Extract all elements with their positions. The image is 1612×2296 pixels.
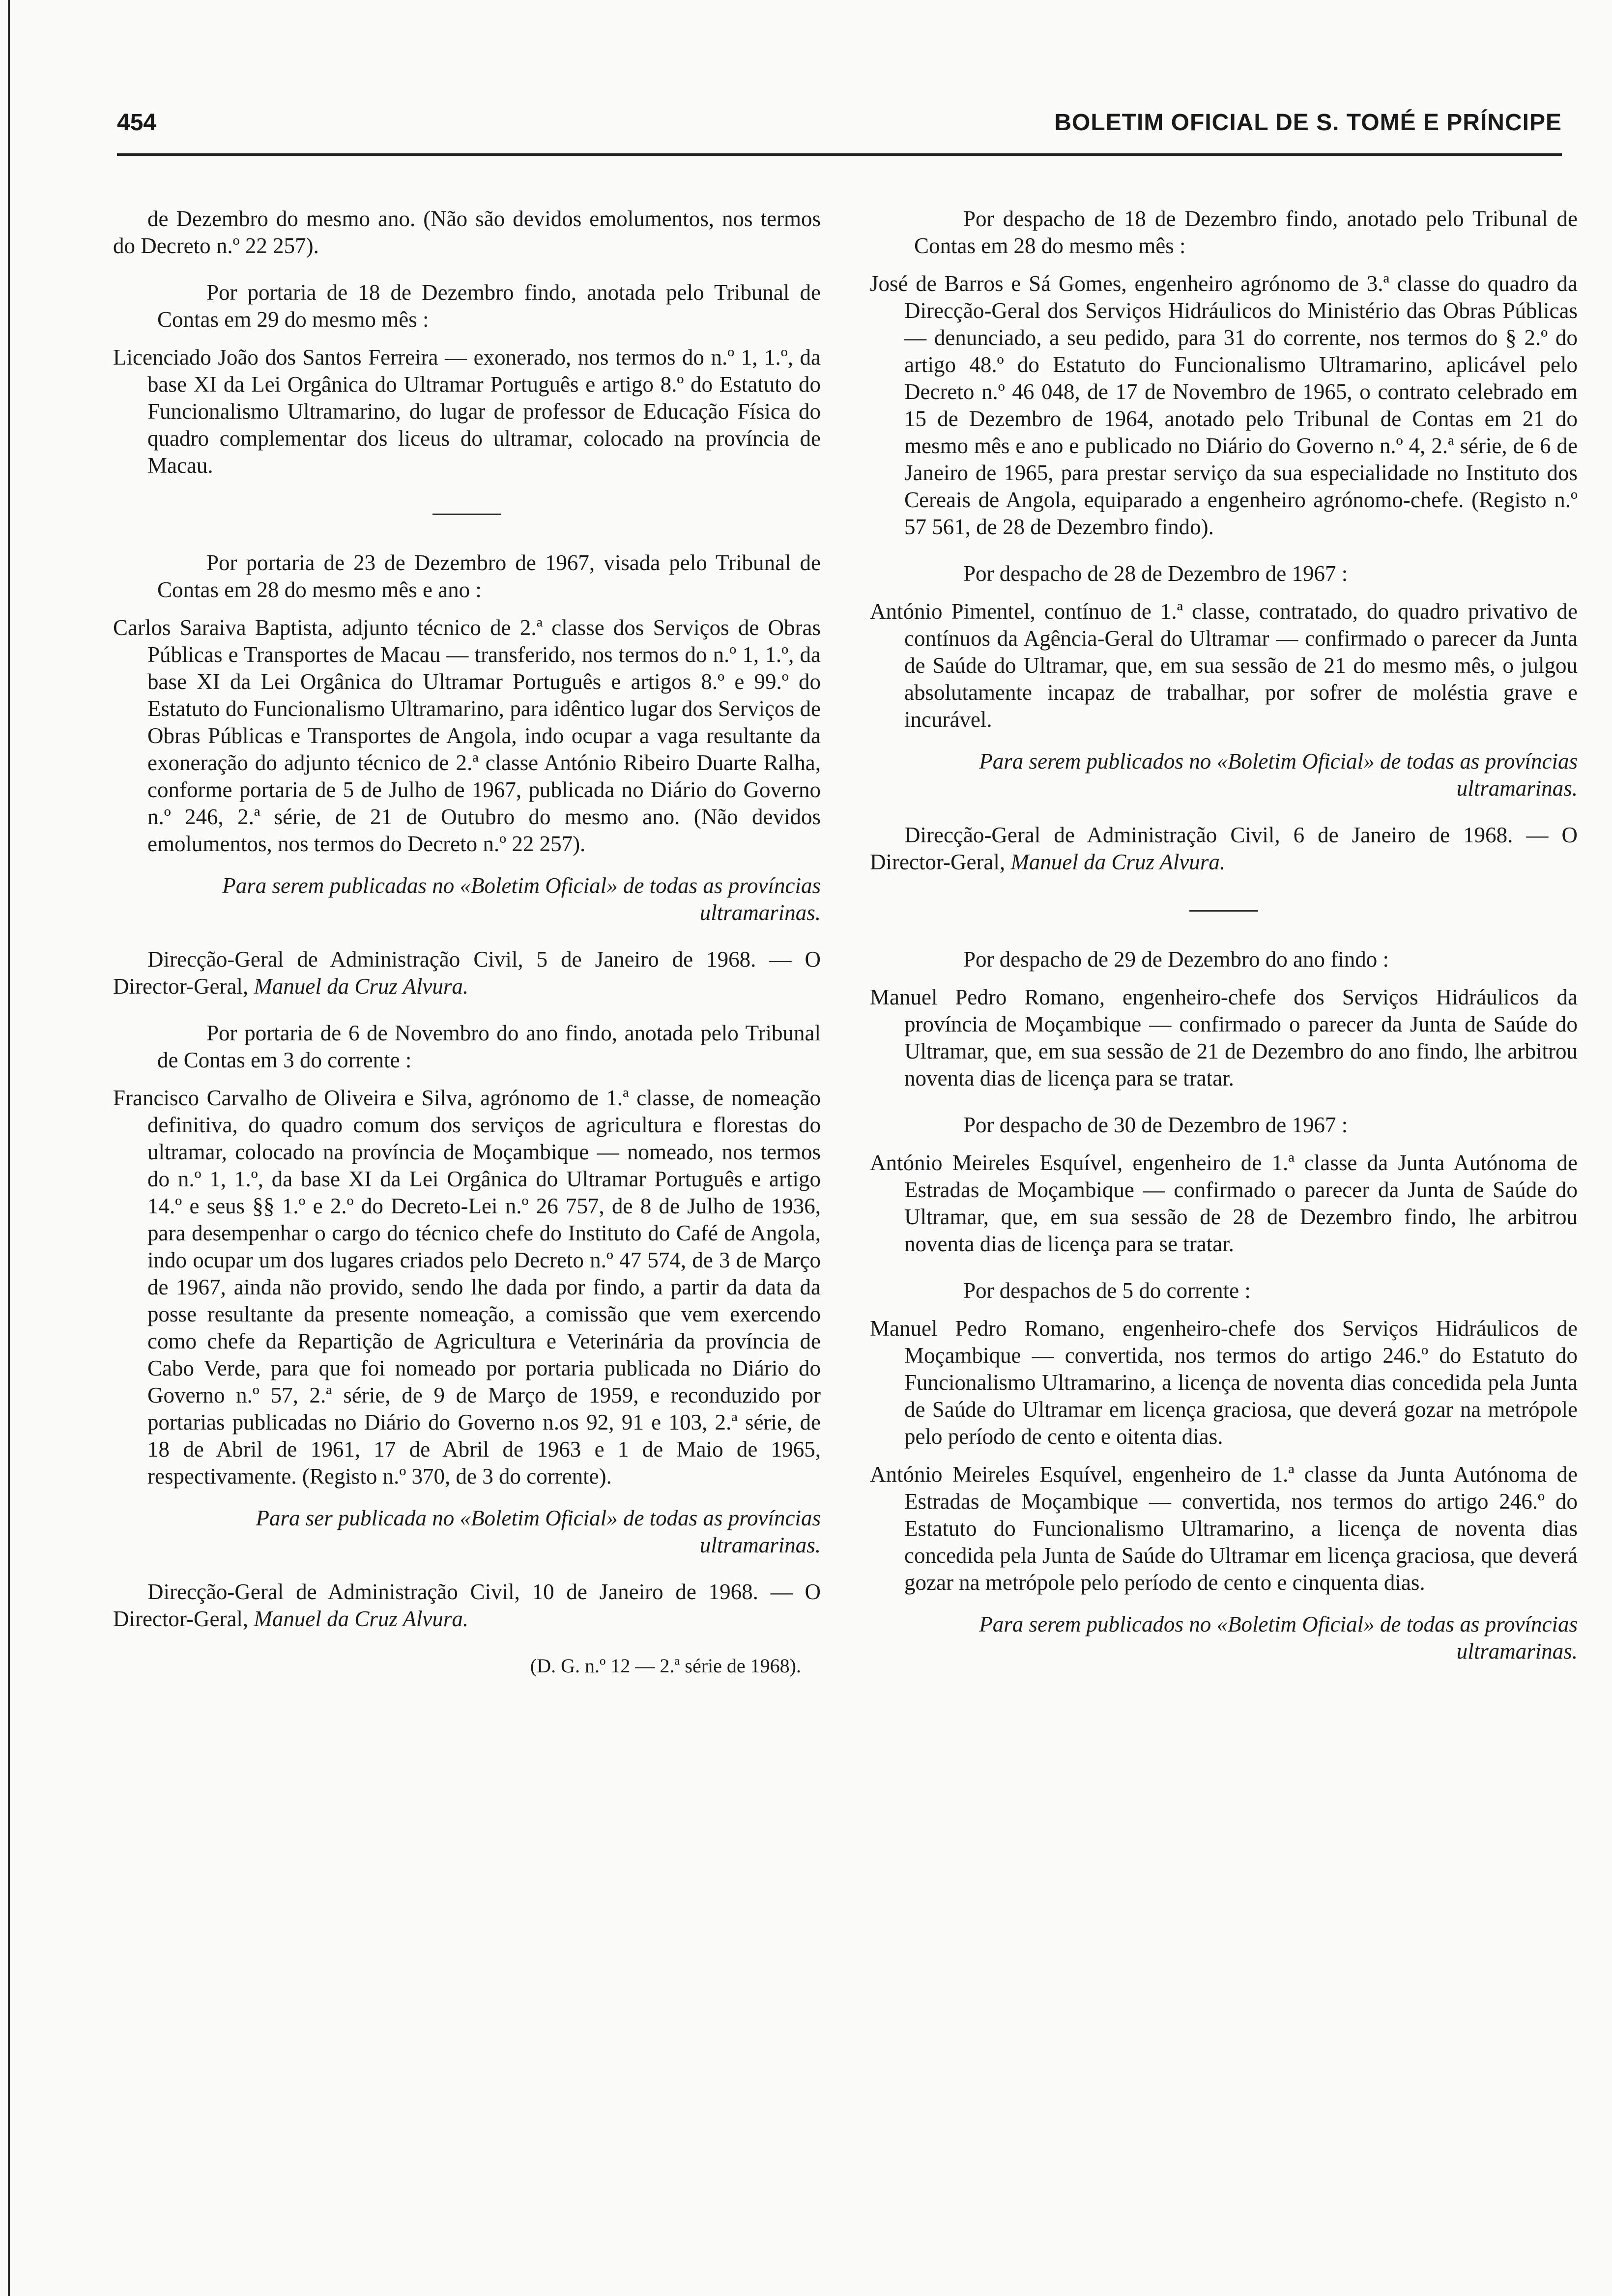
section-separator <box>432 514 501 515</box>
signatory-name: Manuel da Cruz Alvura. <box>1010 850 1226 874</box>
order-intro: Por despachos de 5 do corrente : <box>963 1278 1251 1303</box>
order-entry: António Meireles Esquível, engenheiro de 1.ª classe da Junta Autónoma de Estradas de Moçambique — confirmado o parecer da Junta de Saúde do Ultramar, que, em sua sessão de 28 de Dezembro findo, lhe arbitrou noventa dias de licença para se tratar. <box>870 1150 1578 1256</box>
running-title: BOLETIM OFICIAL DE S. TOMÉ E PRÍNCIPE <box>1054 110 1562 136</box>
order-entry: Manuel Pedro Romano, engenheiro-chefe dos Serviços Hidráulicos de Moçambique — convertida, nos termos do artigo 246.º do Estatuto do Funcionalismo Ultramarino, a licença de noventa dias concedida pela Junta de Saúde do Ultramar em licença graciosa, que deverá gozar na metrópole pelo período de cento e oitenta dias. <box>870 1316 1578 1449</box>
order-entry: Licenciado João dos Santos Ferreira — exonerado, nos termos do n.º 1, 1.º, da base XI da Lei Orgânica do Ultramar Português e artigo 8.º do Estatuto do Funcionalismo Ultramarino, do lugar de professor de Educação Física do quadro complementar dos liceus do ultramar, colocado na província de Macau. <box>113 345 821 478</box>
page-number: 454 <box>117 110 157 136</box>
order-intro: Por despacho de 29 de Dezembro do ano findo : <box>963 947 1389 972</box>
order-entry: António Pimentel, contínuo de 1.ª classe, contratado, do quadro privativo de contínuos da Agência-Geral do Ultramar — confirmado o parecer da Junta de Saúde do Ultramar, que, em sua sessão de 21 do mesmo mês, o julgou absolutamente incapaz de trabalhar, por sofrer de moléstia grave e incurável. <box>870 599 1578 732</box>
order-intro: Por portaria de 6 de Novembro do ano findo, anotada pelo Tribunal de Contas em 3 do corrente : <box>157 1021 821 1072</box>
order-intro: Por despacho de 30 de Dezembro de 1967 : <box>963 1113 1348 1137</box>
order-intro: Por portaria de 18 de Dezembro findo, anotada pelo Tribunal de Contas em 29 do mesmo mês : <box>157 280 821 332</box>
order-entry: António Meireles Esquível, engenheiro de 1.ª classe da Junta Autónoma de Estradas de Moçambique — convertida, nos termos do artigo 246.º do Estatuto do Funcionalismo Ultramarino, a licença de noventa dias concedida pela Junta de Saúde do Ultramar em licença graciosa, que deverá gozar na metrópole pelo período de cento e cinquenta dias. <box>870 1462 1578 1595</box>
page-header <box>117 109 1562 144</box>
signatory-name: Manuel da Cruz Alvura. <box>254 1607 469 1631</box>
source-reference: (D. G. n.º 12 — 2.ª série de 1968). <box>530 1655 801 1677</box>
signature-line <box>870 822 1578 876</box>
signature-text: Direcção-Geral de Administração Civil, 5 de Janeiro de 1968. — O Director-Geral, <box>113 947 821 999</box>
signature-line <box>113 1578 821 1633</box>
publication-note: Para serem publicados no «Boletim Oficial» de todas as províncias ultramarinas. <box>979 749 1578 801</box>
order-entry: Manuel Pedro Romano, engenheiro-chefe dos Serviços Hidráulicos da província de Moçambique — confirmado o parecer da Junta de Saúde do Ultramar, que, em sua sessão de 21 de Dezembro do ano findo, lhe arbitrou noventa dias de licença para se tratar. <box>870 985 1578 1091</box>
signature-text: Direcção-Geral de Administração Civil, 10 de Janeiro de 1968. — O Director-Geral, <box>113 1579 821 1631</box>
order-intro: Por despacho de 28 de Dezembro de 1967 : <box>963 561 1348 586</box>
order-entry: Francisco Carvalho de Oliveira e Silva, agrónomo de 1.ª classe, de nomeação definitiva, do quadro comum dos serviços de agricultura e florestas do ultramar, colocado na província de Moçambique — nomeado, nos termos do n.º 1, 1.º, da base XI da Lei Orgânica do Ultramar Português e artigo 14.º e seus §§ 1.º e 2.º do Decreto-Lei n.º 26 757, de 8 de Julho de 1936, para desempenhar o cargo do técnico chefe do Instituto do Café de Angola, indo ocupar um dos lugares criados pelo Decreto n.º 47 574, de 3 de Março de 1967, ainda não provido, sendo lhe dada por findo, a partir da data da posse resultante da presente nomeação, a comissão que vem exercendo como chefe da Repartição de Agricultura e Veterinária da província de Cabo Verde, para que foi nomeado por portaria publicada no Diário do Governo n.º 57, 2.ª série, de 9 de Março de 1959, e reconduzido por portarias publicadas no Diário do Governo n.os 92, 91 e 103, 2.ª série, de 18 de Abril de 1961, 17 de Abril de 1963 e 1 de Maio de 1965, respectivamente. (Registo n.º 370, de 3 do corrente). <box>113 1086 821 1489</box>
order-intro: Por portaria de 23 de Dezembro de 1967, visada pelo Tribunal de Contas em 28 do mesmo mês e ano : <box>157 550 821 602</box>
signature-line <box>113 946 821 1000</box>
publication-note: Para serem publicados no «Boletim Oficial» de todas as províncias ultramarinas. <box>979 1612 1578 1664</box>
left-column <box>113 205 821 1679</box>
publication-note: Para ser publicada no «Boletim Oficial» de todas as províncias ultramarinas. <box>256 1506 821 1557</box>
page-edge-rule <box>8 0 10 2296</box>
order-entry: Carlos Saraiva Baptista, adjunto técnico de 2.ª classe dos Serviços de Obras Públicas e Transportes de Macau — transferido, nos termos do n.º 1, 1.º, da base XI da Lei Orgânica do Ultramar Português e artigos 8.º e 99.º do Estatuto do Funcionalismo Ultramarino, para idêntico lugar dos Serviços de Obras Públicas e Transportes de Angola, indo ocupar a vaga resultante da exoneração do adjunto técnico de 2.ª classe António Ribeiro Duarte Ralha, conforme portaria de 5 de Julho de 1967, publicada no Diário do Governo n.º 246, 2.ª série, de 21 de Outubro do mesmo ano. (Não devidos emolumentos, nos termos do Decreto n.º 22 257). <box>113 615 821 856</box>
publication-note: Para serem publicadas no «Boletim Oficial» de todas as províncias ultramarinas. <box>222 873 821 925</box>
signature-text: Direcção-Geral de Administração Civil, 6 de Janeiro de 1968. — O Director-Geral, <box>870 823 1578 874</box>
signatory-name: Manuel da Cruz Alvura. <box>254 974 469 999</box>
order-entry: José de Barros e Sá Gomes, engenheiro agrónomo de 3.ª classe do quadro da Direcção-Geral dos Serviços Hidráulicos do Ministério das Obras Públicas — denunciado, a seu pedido, para 31 do corrente, nos termos do § 2.º do artigo 48.º do Estatuto do Funcionalismo Ultramarino, aplicável pelo Decreto n.º 46 048, de 17 de Novembro de 1965, o contrato celebrado em 15 de Dezembro de 1964, anotado pelo Tribunal de Contas em 21 do mesmo mês e ano e publicado no Diário do Governo n.º 4, 2.ª série, de 6 de Janeiro de 1965, para prestar serviço da sua especialidade no Instituto dos Cereais de Angola, equiparado a engenheiro agrónomo-chefe. (Registo n.º 57 561, de 28 de Dezembro findo). <box>870 271 1578 539</box>
order-intro: Por despacho de 18 de Dezembro findo, anotado pelo Tribunal de Contas em 28 do mesmo mês : <box>914 206 1578 258</box>
right-column <box>870 205 1578 1665</box>
paragraph: de Dezembro do mesmo ano. (Não são devidos emolumentos, nos termos do Decreto n.º 22 257). <box>113 206 821 258</box>
header-rule <box>117 153 1562 156</box>
section-separator <box>1189 910 1258 912</box>
